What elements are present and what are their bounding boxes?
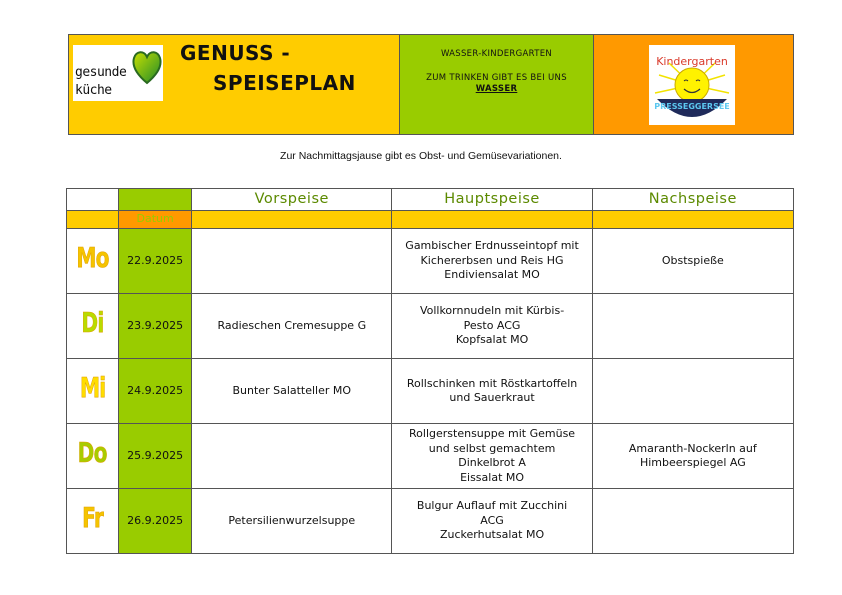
kindergarten-logo: [649, 45, 735, 125]
table-row: [67, 424, 794, 489]
date-cell: 22.9.2025: [119, 229, 192, 294]
nachspeise-cell: [592, 229, 793, 294]
water-title: WASSER-KINDERGARTEN: [440, 49, 553, 59]
hauptspeise-cell: [392, 424, 592, 489]
water-info-panel: [400, 35, 594, 134]
logo-bottom-text: PRESSEGGERSEE: [654, 102, 730, 111]
header-date-cell: [119, 189, 192, 211]
hauptspeise-line: Kichererbsen und Reis HG: [420, 253, 564, 267]
hauptspeise-line: Eissalat MO: [460, 470, 525, 484]
hauptspeise-line: und selbst gemachtem: [428, 441, 556, 455]
vorspeise-cell: Radieschen Cremesuppe G: [192, 294, 392, 359]
hauptspeise-cell: [392, 359, 592, 424]
day-cell: [67, 294, 119, 359]
table-row: [67, 359, 794, 424]
hauptspeise-line: Rollgerstensuppe mit Gemüse: [409, 427, 576, 440]
logo-top-text: Kindergarten: [656, 55, 728, 68]
nachspeise-cell: [592, 489, 793, 554]
hauptspeise-line: und Sauerkraut: [449, 391, 535, 404]
hauptspeise-cell: [392, 489, 592, 554]
hauptspeise-line: Bulgur Auflauf mit Zucchini: [416, 499, 568, 513]
header-hauptspeise: Hauptspeise: [392, 189, 592, 211]
header-nachspeise: Nachspeise: [592, 189, 793, 211]
table-row: [67, 294, 794, 359]
day-cell: [67, 424, 119, 489]
day-cell: [67, 489, 119, 554]
water-text: ZUM TRINKEN GIBT ES BEI UNS: [426, 73, 567, 83]
title-line1: GENUSS -: [180, 41, 291, 65]
gesunde-kueche-logo: [73, 45, 163, 101]
table-row: [67, 489, 794, 554]
header-vorspeise: Vorspeise: [192, 189, 392, 211]
hauptspeise-line: Pesto ACG: [463, 318, 521, 332]
nachspeise-line: Amaranth-Nockerln auf: [628, 441, 757, 455]
date-cell: 24.9.2025: [119, 359, 192, 424]
date-cell: 25.9.2025: [119, 424, 192, 489]
nachspeise-line: Obstspieße: [661, 253, 724, 267]
date-cell: 23.9.2025: [119, 294, 192, 359]
hauptspeise-line: Vollkornnudeln mit Kürbis-: [419, 304, 565, 318]
day-label: Mi: [79, 370, 106, 404]
hauptspeise-line: ACG: [480, 513, 504, 527]
vorspeise-cell: Bunter Salatteller MO: [192, 359, 392, 424]
day-label: Fr: [82, 500, 104, 534]
subheader-cell: [67, 211, 119, 229]
nachspeise-cell: [592, 359, 793, 424]
day-label: Mo: [76, 240, 109, 274]
nachspeise-cell: [592, 424, 793, 489]
hauptspeise-line: Kopfsalat MO: [455, 333, 529, 347]
kindergarten-logo-panel: [594, 35, 793, 134]
subheader-cell: [592, 211, 793, 229]
header-title-panel: [69, 35, 400, 134]
sun-logo-icon: [649, 45, 735, 125]
vorspeise-cell: Petersilienwurzelsuppe: [192, 489, 392, 554]
hauptspeise-cell: [392, 294, 592, 359]
header-banner: [68, 34, 794, 135]
hauptspeise-line: Endiviensalat MO: [444, 268, 540, 282]
subheader-cell: [392, 211, 592, 229]
heart-icon: [131, 47, 163, 87]
nachspeise-line: Himbeerspiegel AG: [639, 456, 746, 469]
hauptspeise-line: Zuckerhutsalat MO: [439, 528, 545, 542]
table-header-row: [67, 189, 794, 211]
hauptspeise-line: Dinkelbrot A: [458, 456, 526, 469]
hauptspeise-cell: [392, 229, 592, 294]
nachspeise-cell: [592, 294, 793, 359]
menu-table: [66, 188, 794, 554]
logo-text-line2: küche: [75, 83, 112, 98]
hauptspeise-line: Gambischer Erdnusseintopf mit: [405, 239, 579, 253]
datum-label: Datum: [119, 211, 192, 229]
subheader-cell: [192, 211, 392, 229]
water-emphasis: WASSER: [475, 84, 518, 94]
vorspeise-cell: [192, 229, 392, 294]
header-day-cell: [67, 189, 119, 211]
subheader-row: [67, 211, 794, 229]
day-cell: [67, 359, 119, 424]
title-line2: SPEISEPLAN: [213, 71, 356, 95]
day-label: Do: [77, 435, 108, 469]
day-label: Di: [81, 305, 104, 339]
vorspeise-cell: [192, 424, 392, 489]
logo-text-line1: gesunde: [75, 65, 127, 80]
day-cell: [67, 229, 119, 294]
afternoon-snack-note: Zur Nachmittagsjause gibt es Obst- und Gemüsevariationen.: [280, 150, 562, 162]
hauptspeise-line: Rollschinken mit Röstkartoffeln: [406, 376, 578, 390]
table-row: [67, 229, 794, 294]
date-cell: 26.9.2025: [119, 489, 192, 554]
